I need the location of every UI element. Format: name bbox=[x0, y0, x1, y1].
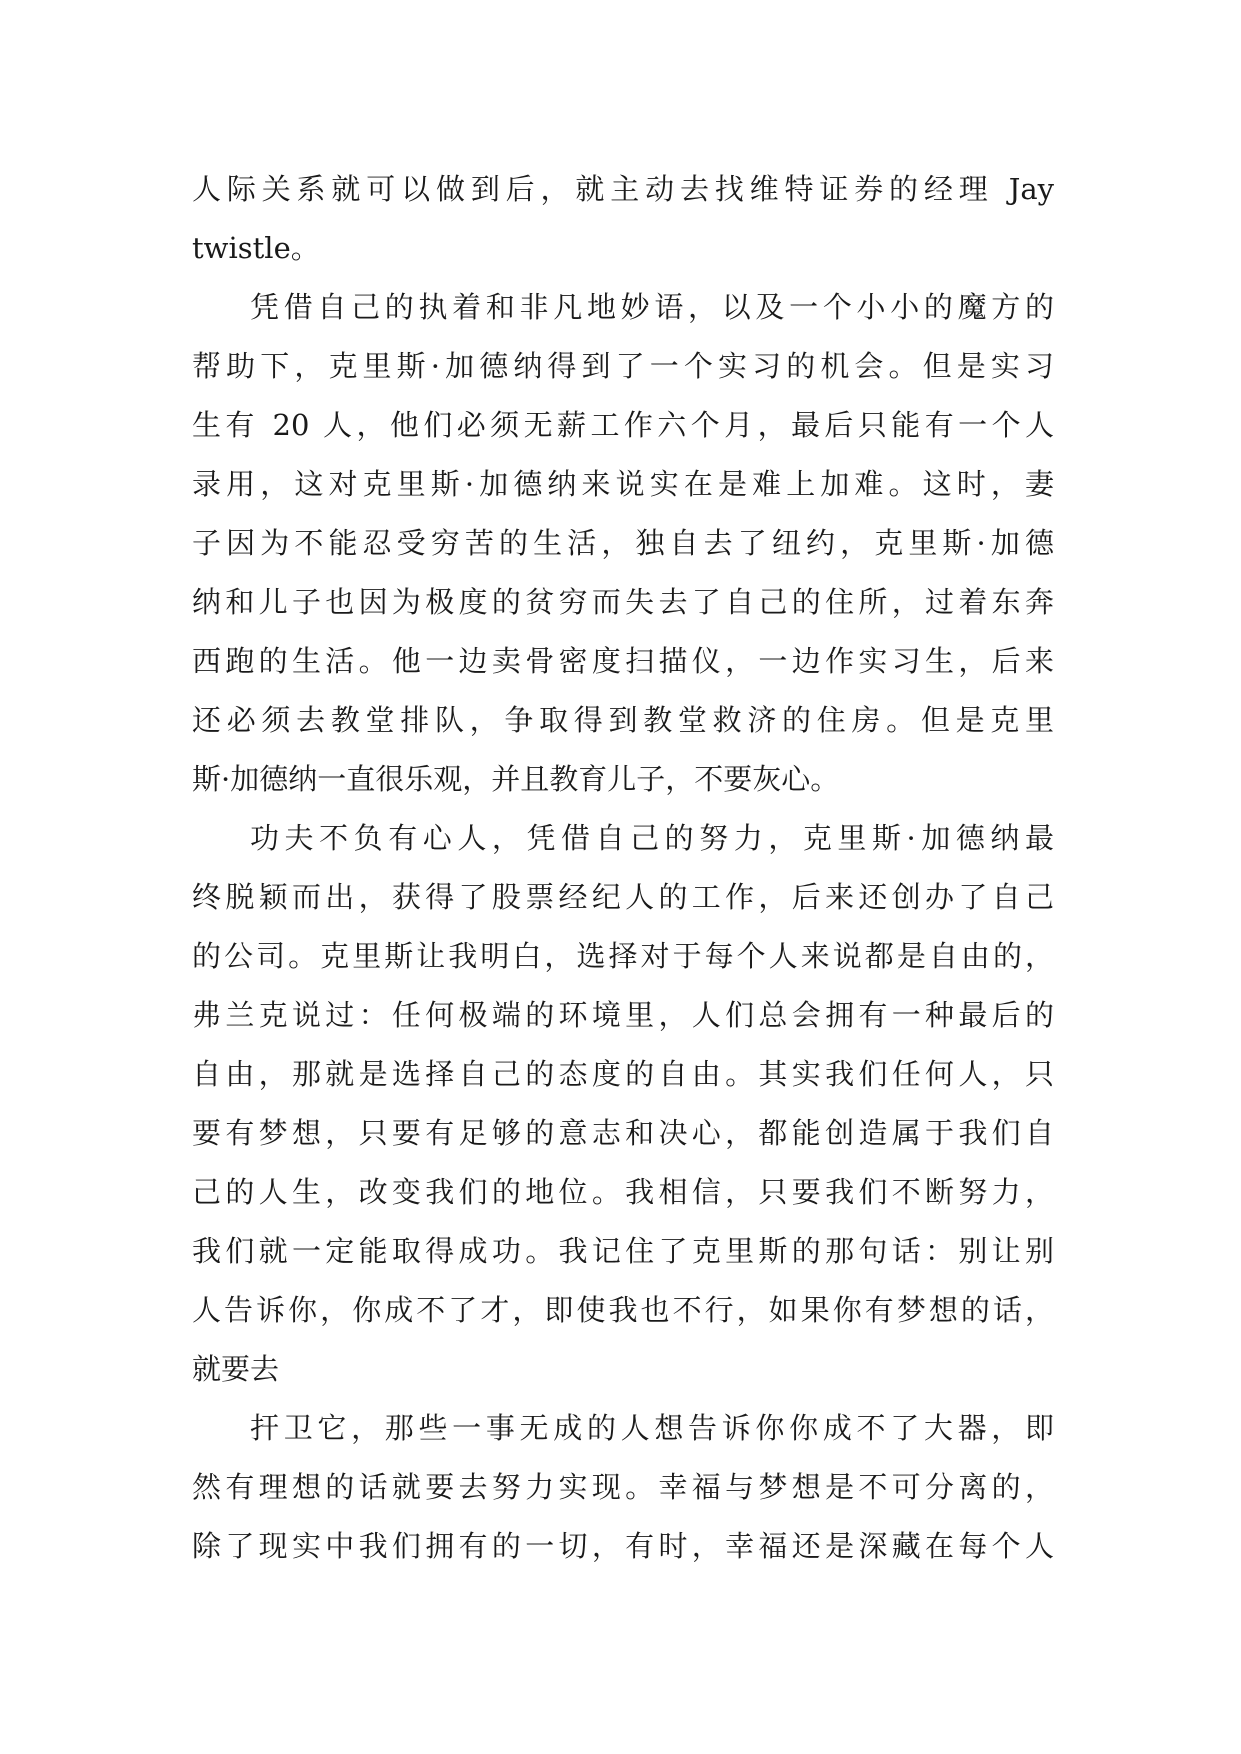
text-line: 扞卫它，那些一事无成的人想告诉你你成不了大器，即 bbox=[250, 1411, 1054, 1445]
text-line: 凭借自己的执着和非凡地妙语，以及一个小小的魔方的 bbox=[250, 290, 1054, 324]
text-line: 要有梦想，只要有足够的意志和决心，都能创造属于我们自 bbox=[192, 1116, 1054, 1150]
text-line: 人际关系就可以做到后，就主动去找维特证券的经理 Jay bbox=[192, 172, 1054, 206]
text-line: 我们就一定能取得成功。我记住了克里斯的那句话：别让别 bbox=[192, 1234, 1054, 1268]
text-line: 西跑的生活。他一边卖骨密度扫描仪，一边作实习生，后来 bbox=[192, 644, 1054, 678]
text-line: 己的人生，改变我们的地位。我相信，只要我们不断努力， bbox=[192, 1175, 1054, 1209]
text-line: 帮助下，克里斯·加德纳得到了一个实习的机会。但是实习 bbox=[192, 349, 1054, 383]
text-line: 纳和儿子也因为极度的贫穷而失去了自己的住所，过着东奔 bbox=[192, 585, 1054, 619]
text-line: 终脱颖而出，获得了股票经纪人的工作，后来还创办了自己 bbox=[192, 880, 1054, 914]
text-line: 弗兰克说过：任何极端的环境里，人们总会拥有一种最后的 bbox=[192, 998, 1054, 1032]
text-line: 然有理想的话就要去努力实现。幸福与梦想是不可分离的， bbox=[192, 1470, 1054, 1504]
text-line: 人告诉你，你成不了才，即使我也不行，如果你有梦想的话， bbox=[192, 1293, 1054, 1327]
document-body bbox=[192, 160, 1054, 1576]
text-line: 自由，那就是选择自己的态度的自由。其实我们任何人，只 bbox=[192, 1057, 1054, 1091]
text-line: 功夫不负有心人，凭借自己的努力，克里斯·加德纳最 bbox=[250, 821, 1054, 855]
text-line: 斯·加德纳一直很乐观，并且教育儿子，不要灰心。 bbox=[192, 762, 840, 796]
text-line: 还必须去教堂排队，争取得到教堂救济的住房。但是克里 bbox=[192, 703, 1054, 737]
text-line: 除了现实中我们拥有的一切，有时，幸福还是深藏在每个人 bbox=[192, 1529, 1054, 1563]
text-line: 生有 20 人，他们必须无薪工作六个月，最后只能有一个人 bbox=[192, 408, 1054, 442]
text-line: 录用，这对克里斯·加德纳来说实在是难上加难。这时，妻 bbox=[192, 467, 1054, 501]
text-line: 子因为不能忍受穷苦的生活，独自去了纽约，克里斯·加德 bbox=[192, 526, 1054, 560]
text-line: 的公司。克里斯让我明白，选择对于每个人来说都是自由的， bbox=[192, 939, 1054, 973]
text-line: twistle。 bbox=[192, 231, 320, 265]
text-line: 就要去 bbox=[192, 1352, 280, 1386]
